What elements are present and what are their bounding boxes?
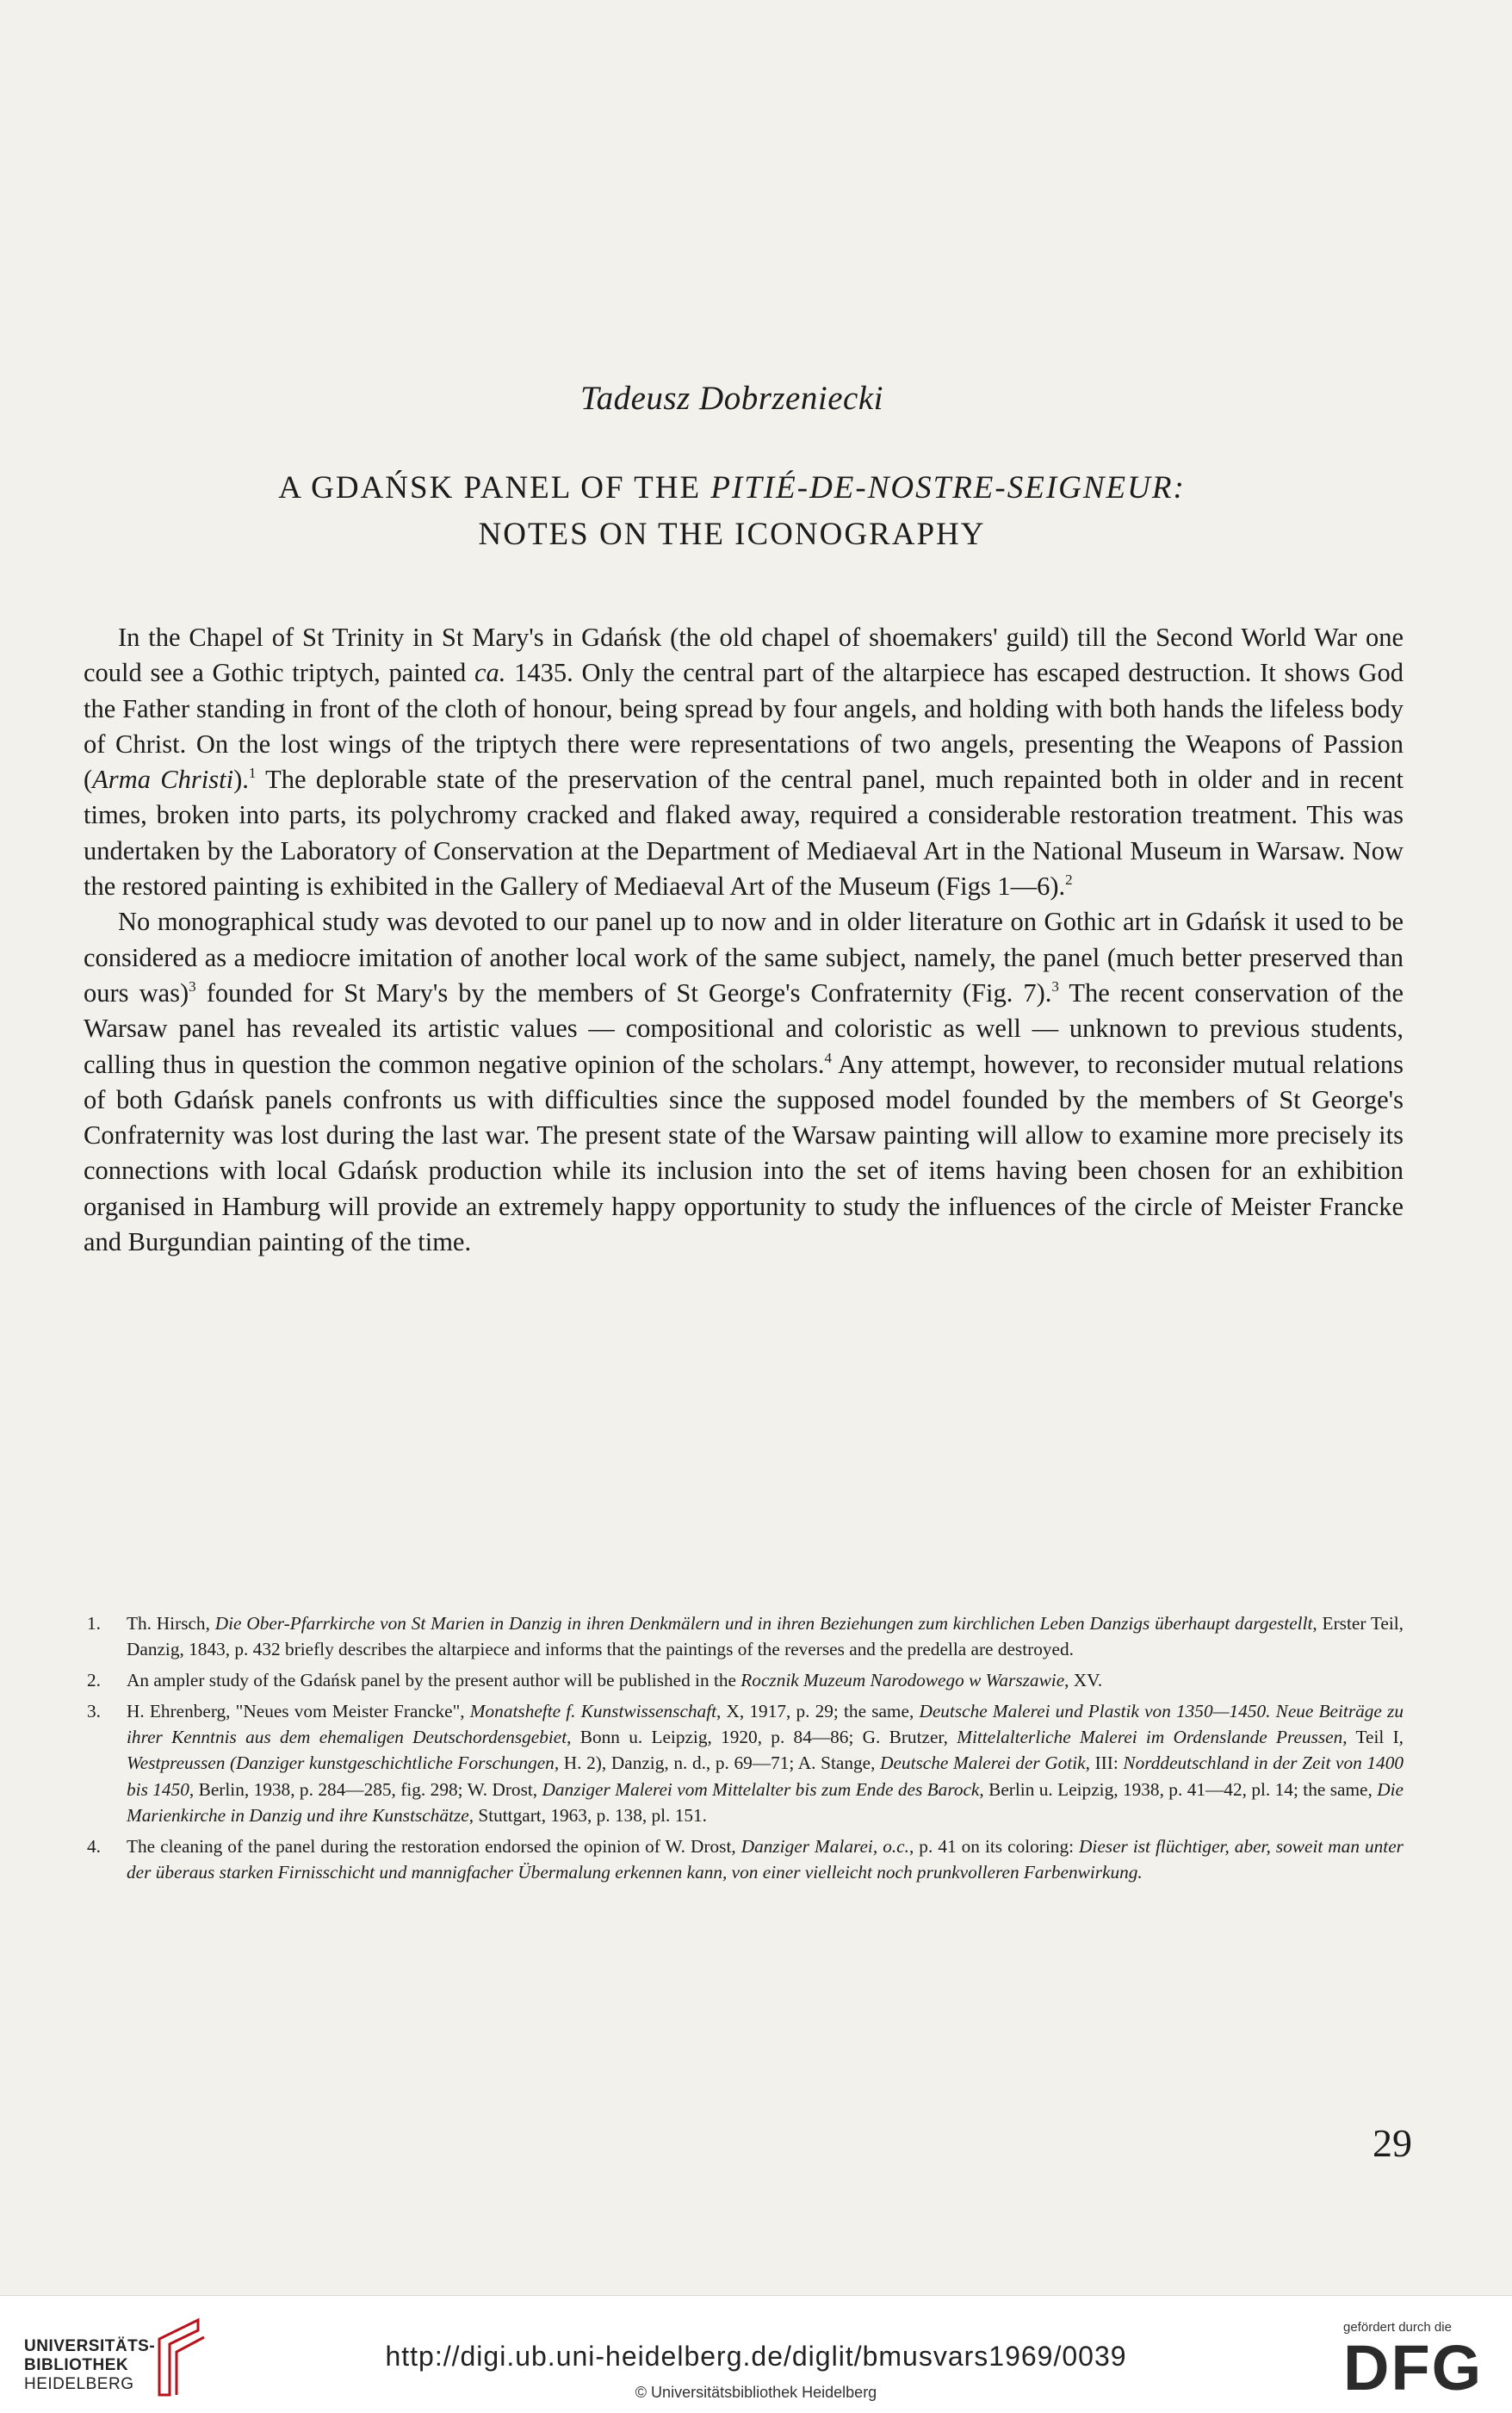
text-run-italic: Die Marienkirche in Danzig und ihre Kunstschätze	[127, 1778, 1404, 1826]
footnote-ref[interactable]: 3	[1051, 977, 1059, 995]
text-run-italic: Mittelalterliche Malerei im Ordenslande Preussen	[957, 1727, 1343, 1748]
text-run: The cleaning of the panel during the restoration endorsed the opinion of W. Drost,	[127, 1835, 741, 1857]
text-run: 1435. Only the central part of the altarpiece has escaped destruction. It shows God the Father standing in front of the cloth of honour, being spread by four angels, and holding with both hands the lifeless body of Christ. On the lost wings of the triptych there were representations of two angels, presenting the Weapons of Passion (	[84, 658, 1404, 795]
footnote-number: 4.	[87, 1835, 101, 1857]
text-run-italic: Dieser ist flüchtiger, aber, soweit man unter der überaus starken Firnisschicht und mannigfacher Übermalung erkennen kann, von einer vielleicht noch prunkvolleren Farbenwirkung.	[127, 1835, 1404, 1883]
footnotes	[84, 1610, 1404, 1890]
body-text	[84, 620, 1404, 1260]
article-title	[0, 465, 1464, 558]
footnote-3	[84, 1698, 1404, 1827]
text-run: , X, 1917, p. 29; the same,	[716, 1701, 920, 1722]
text-run: , Bonn u. Leipzig, 1920, p. 84—86; G. Brutzer,	[567, 1727, 957, 1748]
permalink-url[interactable]: http://digi.ub.uni-heidelberg.de/diglit/bmusvars1969/0039	[385, 2341, 1127, 2372]
title-part-italic: PITIÉ-DE-NOSTRE-SEIGNEUR:	[710, 470, 1186, 506]
text-run: , p. 41 on its coloring:	[908, 1835, 1080, 1857]
text-run: No monographical study was devoted to our panel up to now and in older literature on Gothic art in Gdańsk it used to be considered as a mediocre imitation of another local work of the same subject, namely, the panel (much better preserved than ours was)	[84, 907, 1404, 1008]
text-run-italic: Danziger Malerei vom Mittelalter bis zum Ende des Barock	[542, 1778, 980, 1800]
title-line-1	[0, 465, 1464, 512]
text-run-italic: Westpreussen (Danziger kunstgeschichtliche Forschungen	[127, 1752, 555, 1774]
text-run-italic: Monatshefte f. Kunstwissenschaft	[469, 1701, 717, 1722]
paragraph-1	[84, 620, 1404, 904]
text-run-italic: Arma Christi	[92, 765, 234, 795]
library-logo-line: UNIVERSITÄTS-	[24, 2337, 156, 2355]
text-run: , Berlin, 1938, p. 284—285, fig. 298; W. Drost,	[189, 1778, 542, 1800]
text-run-italic: Die Ober-Pfarrkirche von St Marien in Danzig in ihren Denkmälern und in ihren Beziehungen zum kirchlichen Leben Danzigs überhaupt dargestellt	[214, 1613, 1313, 1634]
footnote-ref[interactable]: 1	[248, 765, 257, 782]
digitization-footer	[0, 2295, 1512, 2413]
page-number: 29	[1373, 2121, 1412, 2165]
footnote-number: 3.	[87, 1701, 101, 1722]
text-run: In the Chapel of St Trinity in St Mary's in Gdańsk (the old chapel of shoemakers' guild) till the Second World War one could see a Gothic triptych, painted	[84, 623, 1404, 688]
footnote-2	[84, 1667, 1404, 1693]
footnote-number: 1.	[87, 1613, 101, 1634]
footnote-ref[interactable]: 2	[1065, 872, 1073, 889]
library-logo-line: HEIDELBERG	[24, 2375, 134, 2393]
text-run: Any attempt, however, to reconsider mutual relations of both Gdańsk panels confronts us with difficulties since the supposed model founded by the members of St George's Confraternity was lost during the last war. The present state of the Warsaw painting will allow to examine more precisely its connections with local Gdańsk production while its inclusion into the set of items having been chosen for an exhibition organised in Hamburg will provide an extremely happy opportunity to study the influences of the circle of Meister Francke and Burgundian painting of the time.	[84, 1049, 1404, 1257]
library-logo-line: BIBLIOTHEK	[24, 2356, 129, 2374]
text-run-italic: Deutsche Malerei und Plastik von 1350—1450. Neue Beiträge zu ihrer Kenntnis aus dem ehemaligen Deutschordensgebiet	[127, 1701, 1404, 1748]
author-name: Tadeusz Dobrzeniecki	[580, 380, 883, 417]
text-run-italic: ca.	[474, 658, 506, 688]
footnote-ref[interactable]: 4	[824, 1049, 832, 1066]
copyright-notice: © Universitätsbibliothek Heidelberg	[635, 2384, 877, 2401]
text-run-italic: Norddeutschland in der Zeit von 1400 bis 1450	[127, 1752, 1404, 1800]
text-run-italic: Danziger Malarei, o.c.	[741, 1835, 909, 1857]
funding-caption: gefördert durch die	[1343, 2320, 1452, 2335]
dfg-logo[interactable]: DFG	[1343, 2332, 1484, 2404]
title-part-plain: A GDAŃSK PANEL OF THE	[278, 470, 711, 506]
footnote-1	[84, 1610, 1404, 1662]
text-run: The deplorable state of the preservation of the central panel, much repainted both in older and in recent times, broken into parts, its polychromy cracked and flaked away, required a considerable restoration treatment. This was undertaken by the Laboratory of Conservation at the Department of Mediaeval Art in the National Museum in Warsaw. Now the restored painting is exhibited in the Gallery of Mediaeval Art of the Museum (Figs 1—6).	[84, 765, 1404, 902]
footnote-ref[interactable]: 3	[189, 977, 196, 995]
text-run: founded for St Mary's by the members of St George's Confraternity (Fig. 7).	[195, 977, 1052, 1008]
text-run: ).	[233, 765, 249, 795]
text-run: , XV.	[1064, 1670, 1103, 1691]
text-run: H. Ehrenberg, "Neues vom Meister Francke",	[127, 1701, 470, 1722]
footnote-4	[84, 1833, 1404, 1885]
text-run: , Stuttgart, 1963, p. 138, pl. 151.	[468, 1804, 707, 1826]
text-run: , Erster Teil, Danzig, 1843, p. 432 briefly describes the altarpiece and informs that the paintings of the reverses and the predella are destroyed.	[127, 1613, 1404, 1660]
title-line-2: NOTES ON THE ICONOGRAPHY	[478, 517, 986, 552]
text-run: , III:	[1085, 1752, 1124, 1774]
text-run: The recent conservation of the Warsaw panel has revealed its artistic values — compositional and coloristic as well — unknown to previous students, calling thus in question the common negative opinion of the scholars.	[84, 977, 1404, 1079]
text-run-italic: Deutsche Malerei der Gotik	[880, 1752, 1086, 1774]
text-run: An ampler study of the Gdańsk panel by the present author will be published in the	[127, 1670, 741, 1691]
text-run: Th. Hirsch,	[127, 1613, 215, 1634]
text-run: , Berlin u. Leipzig, 1938, p. 41—42, pl. 14; the same,	[979, 1778, 1378, 1800]
footnote-number: 2.	[87, 1670, 101, 1691]
paragraph-2	[84, 904, 1404, 1260]
text-run-italic: Rocznik Muzeum Narodowego w Warszawie	[741, 1670, 1065, 1691]
text-run: , H. 2), Danzig, n. d., p. 69—71; A. Stange,	[554, 1752, 881, 1774]
text-run: , Teil I,	[1342, 1727, 1404, 1748]
